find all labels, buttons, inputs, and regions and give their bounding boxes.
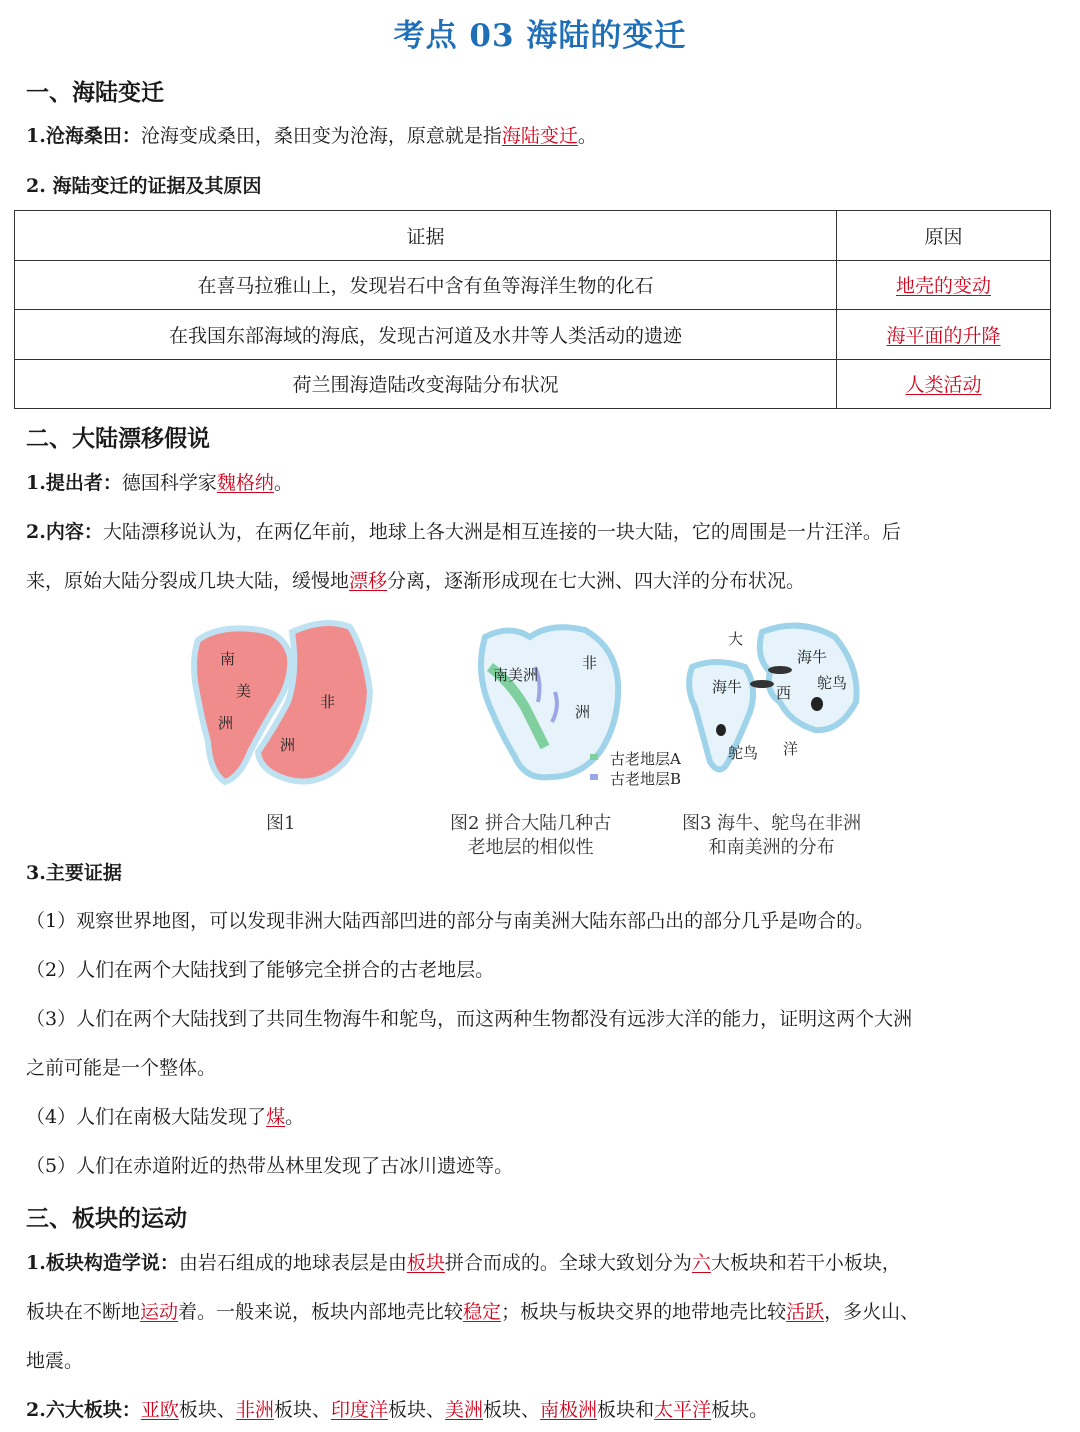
text: ，多火山、: [824, 1301, 920, 1323]
ostrich-icon: [811, 697, 823, 711]
label: 1.提出者：: [26, 472, 122, 494]
answer-blank: 非洲: [235, 1399, 274, 1421]
evidence-item-2: （2）人们在两个大陆找到了能够完全拼合的古老地层。: [26, 959, 495, 981]
paragraph-evidence-title: 2. 海陆变迁的证据及其原因: [26, 175, 262, 197]
caption-line: 图3 海牛、鸵鸟在非洲: [682, 813, 862, 834]
paragraph-content-line1: [26, 518, 901, 546]
map-label: 洲: [575, 703, 591, 721]
section-heading-1: 一、海陆变迁: [26, 80, 164, 106]
map-label: 西: [776, 684, 792, 702]
table-header: 证据: [15, 211, 837, 261]
legend-swatch-b: [590, 774, 598, 780]
text: 和: [635, 1399, 655, 1421]
legend-swatch-a: [590, 754, 598, 760]
evidence-item-5: （5）人们在赤道附近的热带丛林里发现了古冰川遗迹等。: [26, 1155, 514, 1177]
text: 由岩石组成的地球表层是由: [178, 1252, 407, 1274]
figure-2-caption: [450, 812, 611, 860]
legend-label: 古老地层A: [610, 750, 681, 768]
paragraph-canghai: [26, 122, 597, 150]
map-label: 鸵鸟: [817, 674, 848, 692]
text: 板块在不断地: [26, 1301, 141, 1323]
map-label: 非: [582, 654, 598, 672]
text: 板块: [178, 1399, 217, 1421]
table-row: [15, 260, 1051, 310]
text: 。: [749, 1399, 769, 1421]
label: 2.内容：: [26, 521, 103, 543]
text: 大板块和若干小板块，: [710, 1252, 901, 1274]
text: 来，原始大陆分裂成几块大陆，缓慢地: [26, 570, 350, 592]
map-label: 洲: [218, 714, 234, 732]
answer-blank: 活跃: [786, 1301, 825, 1323]
map-label: 美: [236, 682, 252, 700]
paragraph-content-line2: [26, 567, 805, 595]
text: 着。一般来说，板块内部地壳比较: [178, 1301, 464, 1323]
legend-label: 古老地层B: [610, 770, 682, 788]
answer-blank: 煤: [266, 1106, 286, 1128]
table-row: [15, 359, 1051, 409]
table-cell-evidence: 荷兰围海造陆改变海陆分布状况: [15, 359, 837, 409]
text: 板块: [387, 1399, 426, 1421]
section-heading-2: 二、大陆漂移假说: [26, 426, 210, 452]
text: 德国科学家: [121, 472, 217, 494]
label: 1.沧海桑田：: [26, 125, 141, 147]
map-label: 大: [728, 630, 744, 648]
manatee-icon: [768, 666, 792, 674]
text: 。: [285, 1106, 305, 1128]
text: 沧海变成桑田，桑田变为沧海，原意就是指: [140, 125, 502, 147]
continental-drift-figures: [180, 612, 900, 862]
paragraph-six-plates: [26, 1396, 768, 1424]
paragraph-proposer: [26, 469, 293, 497]
text: 拼合而成的。全球大致划分为: [444, 1252, 692, 1274]
caption-line: 和南美洲的分布: [708, 837, 835, 858]
table-header-row: [15, 211, 1051, 261]
answer-blank: 美洲: [444, 1399, 483, 1421]
map-label: 非: [320, 693, 336, 711]
map-label: 海牛: [797, 648, 828, 666]
paragraph-plate-theory-line2: [26, 1298, 919, 1326]
answer-blank: 稳定: [463, 1301, 502, 1323]
page-title: 考点 03 海陆的变迁: [393, 18, 687, 54]
table-cell-evidence: 在喜马拉雅山上，发现岩石中含有鱼等海洋生物的化石: [15, 260, 837, 310]
answer-blank: 魏格纳: [216, 472, 274, 494]
text: 、: [216, 1399, 236, 1421]
figure-3-map: [689, 626, 856, 770]
table-header: 原因: [837, 211, 1051, 261]
text: 、: [521, 1399, 541, 1421]
answer-blank: 印度洋: [330, 1399, 388, 1421]
figure-1-map: [194, 623, 370, 782]
table-cell-cause: [837, 260, 1051, 310]
caption-line: 图2 拼合大陆几种古: [450, 813, 612, 834]
table-cell-cause: [837, 359, 1051, 409]
answer-blank: 六: [691, 1252, 711, 1274]
map-label: 南: [220, 650, 236, 668]
figure-1-caption: 图1: [266, 813, 296, 834]
ostrich-icon: [716, 724, 726, 736]
answer-blank: 地壳的变动: [895, 275, 991, 298]
label: 1.板块构造学说：: [26, 1252, 179, 1274]
evidence-table: [14, 210, 1051, 409]
text: 。: [273, 472, 293, 494]
map-label: 洲: [280, 736, 296, 754]
text: 板块: [711, 1399, 750, 1421]
table-cell-evidence: 在我国东部海域的海底，发现古河道及水井等人类活动的遗迹: [15, 310, 837, 360]
answer-blank: 板块: [406, 1252, 445, 1274]
text: 、: [425, 1399, 445, 1421]
label: 2.六大板块：: [26, 1399, 141, 1421]
figure-maps: [180, 612, 900, 812]
answer-blank: 海陆变迁: [501, 125, 578, 147]
text: 板块: [483, 1399, 522, 1421]
manatee-icon: [750, 680, 774, 688]
caption-line: 老地层的相似性: [467, 837, 594, 858]
text: 板块: [597, 1399, 636, 1421]
answer-blank: 南极洲: [540, 1399, 598, 1421]
answer-blank: 人类活动: [905, 374, 982, 397]
text: 大陆漂移说认为，在两亿年前，地球上各大洲是相互连接的一块大陆，它的周围是一片汪洋。后: [102, 521, 901, 543]
text: 、: [311, 1399, 331, 1421]
text: 。: [577, 125, 597, 147]
paragraph-main-evidence-title: 3.主要证据: [26, 862, 122, 884]
paragraph-plate-theory-line1: [26, 1249, 901, 1277]
paragraph-plate-theory-line3: 地震。: [26, 1350, 84, 1372]
table-cell-cause: [837, 310, 1051, 360]
text: 板块: [273, 1399, 312, 1421]
text: （4）人们在南极大陆发现了: [26, 1106, 267, 1128]
evidence-item-3-line1: （3）人们在两个大陆找到了共同生物海牛和鸵鸟，而这两种生物都没有远涉大洋的能力，证明这两个大洲: [26, 1008, 913, 1030]
figure-2-map: [481, 627, 681, 788]
evidence-item-1: （1）观察世界地图，可以发现非洲大陆西部凹进的部分与南美洲大陆东部凸出的部分几乎是吻合的。: [26, 910, 875, 932]
table-row: [15, 310, 1051, 360]
evidence-item-3-line2: 之前可能是一个整体。: [26, 1057, 217, 1079]
map-label: 南美洲: [493, 666, 539, 684]
answer-blank: 运动: [140, 1301, 179, 1323]
map-label: 鸵鸟: [728, 744, 759, 762]
evidence-item-4: [26, 1103, 304, 1131]
answer-blank: 漂移: [349, 570, 388, 592]
map-label: 洋: [783, 740, 799, 758]
section-heading-3: 三、板块的运动: [26, 1206, 187, 1232]
answer-blank: 太平洋: [654, 1399, 712, 1421]
map-label: 海牛: [712, 678, 743, 696]
answer-blank: 亚欧: [140, 1399, 179, 1421]
text: 分离，逐渐形成现在七大洲、四大洋的分布状况。: [387, 570, 806, 592]
answer-blank: 海平面的升降: [886, 324, 1001, 347]
figure-3-caption: [682, 812, 861, 860]
text: ；板块与板块交界的地带地壳比较: [501, 1301, 787, 1323]
